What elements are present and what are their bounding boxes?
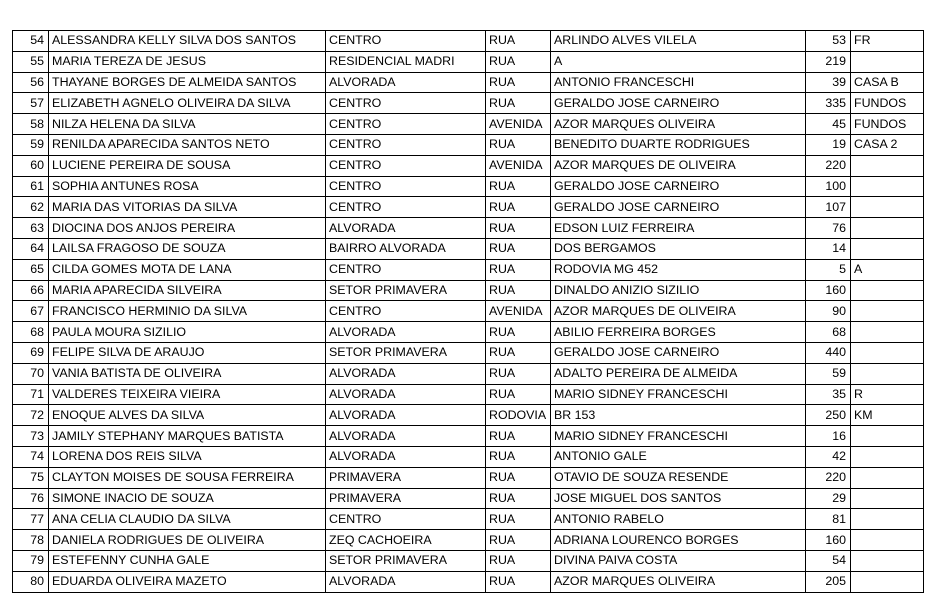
name-cell[interactable]: EDUARDA OLIVEIRA MAZETO <box>49 571 326 592</box>
name-cell[interactable]: ELIZABETH AGNELO OLIVEIRA DA SILVA <box>49 93 326 114</box>
street-type-cell[interactable]: RUA <box>486 446 551 467</box>
street-type-cell[interactable]: AVENIDA <box>486 155 551 176</box>
street-type-cell[interactable]: RODOVIA <box>486 405 551 426</box>
house-number-cell[interactable]: 90 <box>806 301 851 322</box>
street-type-cell[interactable]: RUA <box>486 322 551 343</box>
neighborhood-cell[interactable]: CENTRO <box>326 93 486 114</box>
complement-cell[interactable] <box>851 446 924 467</box>
complement-cell[interactable] <box>851 426 924 447</box>
street-name-cell[interactable]: AZOR MARQUES OLIVEIRA <box>551 114 806 135</box>
house-number-cell[interactable]: 250 <box>806 405 851 426</box>
street-name-cell[interactable]: A <box>551 51 806 72</box>
neighborhood-cell[interactable]: CENTRO <box>326 31 486 52</box>
row-number-cell[interactable]: 73 <box>13 426 49 447</box>
neighborhood-cell[interactable]: RESIDENCIAL MADRI <box>326 51 486 72</box>
neighborhood-cell[interactable]: ALVORADA <box>326 384 486 405</box>
street-name-cell[interactable]: MARIO SIDNEY FRANCESCHI <box>551 384 806 405</box>
name-cell[interactable]: VANIA BATISTA DE OLIVEIRA <box>49 363 326 384</box>
row-number-cell[interactable]: 64 <box>13 238 49 259</box>
street-name-cell[interactable]: ARLINDO ALVES VILELA <box>551 31 806 52</box>
neighborhood-cell[interactable]: ALVORADA <box>326 363 486 384</box>
table-row <box>13 93 924 114</box>
complement-cell[interactable]: FUNDOS <box>851 114 924 135</box>
complement-cell[interactable]: KM <box>851 405 924 426</box>
house-number-cell[interactable]: 220 <box>806 467 851 488</box>
house-number-cell[interactable]: 160 <box>806 280 851 301</box>
house-number-cell[interactable]: 107 <box>806 197 851 218</box>
street-name-cell[interactable]: MARIO SIDNEY FRANCESCHI <box>551 426 806 447</box>
house-number-cell[interactable]: 205 <box>806 571 851 592</box>
street-name-cell[interactable]: DIVINA PAIVA COSTA <box>551 550 806 571</box>
table-row <box>13 134 924 155</box>
table-row <box>13 155 924 176</box>
house-number-cell[interactable]: 39 <box>806 72 851 93</box>
row-number-cell[interactable]: 70 <box>13 363 49 384</box>
house-number-cell[interactable]: 219 <box>806 51 851 72</box>
neighborhood-cell[interactable]: CENTRO <box>326 134 486 155</box>
street-type-cell[interactable]: AVENIDA <box>486 114 551 135</box>
row-number-cell[interactable]: 80 <box>13 571 49 592</box>
name-cell[interactable]: VALDERES TEIXEIRA VIEIRA <box>49 384 326 405</box>
street-type-cell[interactable]: RUA <box>486 31 551 52</box>
street-type-cell[interactable]: RUA <box>486 72 551 93</box>
street-type-cell[interactable]: RUA <box>486 51 551 72</box>
complement-cell[interactable] <box>851 363 924 384</box>
street-type-cell[interactable]: RUA <box>486 426 551 447</box>
complement-cell[interactable] <box>851 571 924 592</box>
row-number-cell[interactable]: 67 <box>13 301 49 322</box>
house-number-cell[interactable]: 81 <box>806 509 851 530</box>
name-cell[interactable]: LAILSA FRAGOSO DE SOUZA <box>49 238 326 259</box>
neighborhood-cell[interactable]: CENTRO <box>326 155 486 176</box>
neighborhood-cell[interactable]: CENTRO <box>326 259 486 280</box>
house-number-cell[interactable]: 160 <box>806 530 851 551</box>
name-cell[interactable]: ESTEFENNY CUNHA GALE <box>49 550 326 571</box>
street-type-cell[interactable]: RUA <box>486 134 551 155</box>
house-number-cell[interactable]: 14 <box>806 238 851 259</box>
neighborhood-cell[interactable]: ALVORADA <box>326 72 486 93</box>
complement-cell[interactable] <box>851 238 924 259</box>
name-cell[interactable]: LUCIENE PEREIRA DE SOUSA <box>49 155 326 176</box>
table-row <box>13 218 924 239</box>
name-cell[interactable]: CILDA GOMES MOTA DE LANA <box>49 259 326 280</box>
table-row <box>13 31 924 52</box>
row-number-cell[interactable]: 62 <box>13 197 49 218</box>
complement-cell[interactable] <box>851 342 924 363</box>
name-cell[interactable]: ALESSANDRA KELLY SILVA DOS SANTOS <box>49 31 326 52</box>
street-name-cell[interactable]: GERALDO JOSE CARNEIRO <box>551 93 806 114</box>
house-number-cell[interactable]: 16 <box>806 426 851 447</box>
neighborhood-cell[interactable]: PRIMAVERA <box>326 488 486 509</box>
neighborhood-cell[interactable]: SETOR PRIMAVERA <box>326 342 486 363</box>
table-row <box>13 550 924 571</box>
house-number-cell[interactable]: 220 <box>806 155 851 176</box>
street-type-cell[interactable]: AVENIDA <box>486 301 551 322</box>
house-number-cell[interactable]: 19 <box>806 134 851 155</box>
neighborhood-cell[interactable]: ALVORADA <box>326 322 486 343</box>
street-type-cell[interactable]: RUA <box>486 530 551 551</box>
house-number-cell[interactable]: 76 <box>806 218 851 239</box>
table-row <box>13 467 924 488</box>
row-number-cell[interactable]: 78 <box>13 530 49 551</box>
name-cell[interactable]: SIMONE INACIO DE SOUZA <box>49 488 326 509</box>
neighborhood-cell[interactable]: CENTRO <box>326 509 486 530</box>
row-number-cell[interactable]: 79 <box>13 550 49 571</box>
street-name-cell[interactable]: ABILIO FERREIRA BORGES <box>551 322 806 343</box>
complement-cell[interactable] <box>851 155 924 176</box>
spreadsheet-body <box>13 31 924 593</box>
street-type-cell[interactable]: RUA <box>486 571 551 592</box>
table-row <box>13 509 924 530</box>
street-name-cell[interactable]: EDSON LUIZ FERREIRA <box>551 218 806 239</box>
neighborhood-cell[interactable]: ALVORADA <box>326 446 486 467</box>
complement-cell[interactable]: R <box>851 384 924 405</box>
neighborhood-cell[interactable]: CENTRO <box>326 197 486 218</box>
street-name-cell[interactable]: GERALDO JOSE CARNEIRO <box>551 176 806 197</box>
row-number-cell[interactable]: 58 <box>13 114 49 135</box>
row-number-cell[interactable]: 72 <box>13 405 49 426</box>
name-cell[interactable]: FRANCISCO HERMINIO DA SILVA <box>49 301 326 322</box>
street-type-cell[interactable]: RUA <box>486 363 551 384</box>
table-row <box>13 384 924 405</box>
row-number-cell[interactable]: 66 <box>13 280 49 301</box>
complement-cell[interactable] <box>851 322 924 343</box>
street-name-cell[interactable]: ANTONIO GALE <box>551 446 806 467</box>
street-name-cell[interactable]: GERALDO JOSE CARNEIRO <box>551 197 806 218</box>
table-row <box>13 259 924 280</box>
street-name-cell[interactable]: BR 153 <box>551 405 806 426</box>
house-number-cell[interactable]: 53 <box>806 31 851 52</box>
name-cell[interactable]: RENILDA APARECIDA SANTOS NETO <box>49 134 326 155</box>
name-cell[interactable]: PAULA MOURA SIZILIO <box>49 322 326 343</box>
street-type-cell[interactable]: RUA <box>486 342 551 363</box>
house-number-cell[interactable]: 45 <box>806 114 851 135</box>
complement-cell[interactable]: CASA B <box>851 72 924 93</box>
street-name-cell[interactable]: BENEDITO DUARTE RODRIGUES <box>551 134 806 155</box>
complement-cell[interactable] <box>851 509 924 530</box>
neighborhood-cell[interactable]: CENTRO <box>326 301 486 322</box>
house-number-cell[interactable]: 68 <box>806 322 851 343</box>
neighborhood-cell[interactable]: SETOR PRIMAVERA <box>326 280 486 301</box>
row-number-cell[interactable]: 77 <box>13 509 49 530</box>
neighborhood-cell[interactable]: ALVORADA <box>326 426 486 447</box>
complement-cell[interactable] <box>851 280 924 301</box>
row-number-cell[interactable]: 65 <box>13 259 49 280</box>
name-cell[interactable]: LORENA DOS REIS SILVA <box>49 446 326 467</box>
row-number-cell[interactable]: 71 <box>13 384 49 405</box>
table-row <box>13 488 924 509</box>
complement-cell[interactable] <box>851 550 924 571</box>
street-type-cell[interactable]: RUA <box>486 176 551 197</box>
row-number-cell[interactable]: 55 <box>13 51 49 72</box>
name-cell[interactable]: MARIA DAS VITORIAS DA SILVA <box>49 197 326 218</box>
house-number-cell[interactable]: 5 <box>806 259 851 280</box>
house-number-cell[interactable]: 54 <box>806 550 851 571</box>
complement-cell[interactable] <box>851 197 924 218</box>
street-name-cell[interactable]: AZOR MARQUES DE OLIVEIRA <box>551 301 806 322</box>
street-type-cell[interactable]: RUA <box>486 259 551 280</box>
street-type-cell[interactable]: RUA <box>486 93 551 114</box>
neighborhood-cell[interactable]: ALVORADA <box>326 405 486 426</box>
neighborhood-cell[interactable]: ALVORADA <box>326 571 486 592</box>
name-cell[interactable]: THAYANE BORGES DE ALMEIDA SANTOS <box>49 72 326 93</box>
street-name-cell[interactable]: RODOVIA MG 452 <box>551 259 806 280</box>
name-cell[interactable]: SOPHIA ANTUNES ROSA <box>49 176 326 197</box>
row-number-cell[interactable]: 75 <box>13 467 49 488</box>
house-number-cell[interactable]: 35 <box>806 384 851 405</box>
name-cell[interactable]: MARIA APARECIDA SILVEIRA <box>49 280 326 301</box>
complement-cell[interactable] <box>851 218 924 239</box>
street-name-cell[interactable]: GERALDO JOSE CARNEIRO <box>551 342 806 363</box>
street-name-cell[interactable]: DOS BERGAMOS <box>551 238 806 259</box>
row-number-cell[interactable]: 74 <box>13 446 49 467</box>
street-name-cell[interactable]: OTAVIO DE SOUZA RESENDE <box>551 467 806 488</box>
table-row <box>13 322 924 343</box>
complement-cell[interactable] <box>851 488 924 509</box>
name-cell[interactable]: JAMILY STEPHANY MARQUES BATISTA <box>49 426 326 447</box>
table-row <box>13 571 924 592</box>
house-number-cell[interactable]: 29 <box>806 488 851 509</box>
row-number-cell[interactable]: 61 <box>13 176 49 197</box>
table-row <box>13 238 924 259</box>
table-row <box>13 446 924 467</box>
street-type-cell[interactable]: RUA <box>486 488 551 509</box>
complement-cell[interactable] <box>851 530 924 551</box>
street-name-cell[interactable]: ADALTO PEREIRA DE ALMEIDA <box>551 363 806 384</box>
neighborhood-cell[interactable]: PRIMAVERA <box>326 467 486 488</box>
complement-cell[interactable] <box>851 301 924 322</box>
table-row <box>13 342 924 363</box>
row-number-cell[interactable]: 63 <box>13 218 49 239</box>
name-cell[interactable]: ANA CELIA CLAUDIO DA SILVA <box>49 509 326 530</box>
house-number-cell[interactable]: 100 <box>806 176 851 197</box>
neighborhood-cell[interactable]: ALVORADA <box>326 218 486 239</box>
neighborhood-cell[interactable]: CENTRO <box>326 114 486 135</box>
table-row <box>13 72 924 93</box>
table-row <box>13 51 924 72</box>
street-name-cell[interactable]: ANTONIO FRANCESCHI <box>551 72 806 93</box>
complement-cell[interactable]: A <box>851 259 924 280</box>
row-number-cell[interactable]: 69 <box>13 342 49 363</box>
street-type-cell[interactable]: RUA <box>486 509 551 530</box>
complement-cell[interactable]: CASA 2 <box>851 134 924 155</box>
street-name-cell[interactable]: ANTONIO RABELO <box>551 509 806 530</box>
name-cell[interactable]: DANIELA RODRIGUES DE OLIVEIRA <box>49 530 326 551</box>
row-number-cell[interactable]: 54 <box>13 31 49 52</box>
name-cell[interactable]: NILZA HELENA DA SILVA <box>49 114 326 135</box>
table-row <box>13 530 924 551</box>
complement-cell[interactable]: FUNDOS <box>851 93 924 114</box>
neighborhood-cell[interactable]: ZEQ CACHOEIRA <box>326 530 486 551</box>
table-row <box>13 176 924 197</box>
street-name-cell[interactable]: AZOR MARQUES DE OLIVEIRA <box>551 155 806 176</box>
row-number-cell[interactable]: 59 <box>13 134 49 155</box>
row-number-cell[interactable]: 60 <box>13 155 49 176</box>
table-row <box>13 197 924 218</box>
street-type-cell[interactable]: RUA <box>486 218 551 239</box>
row-number-cell[interactable]: 57 <box>13 93 49 114</box>
name-cell[interactable]: ENOQUE ALVES DA SILVA <box>49 405 326 426</box>
street-name-cell[interactable]: JOSE MIGUEL DOS SANTOS <box>551 488 806 509</box>
street-type-cell[interactable]: RUA <box>486 467 551 488</box>
street-type-cell[interactable]: RUA <box>486 197 551 218</box>
table-row <box>13 426 924 447</box>
house-number-cell[interactable]: 440 <box>806 342 851 363</box>
street-type-cell[interactable]: RUA <box>486 238 551 259</box>
table-row <box>13 114 924 135</box>
complement-cell[interactable] <box>851 176 924 197</box>
table-row <box>13 301 924 322</box>
street-name-cell[interactable]: AZOR MARQUES OLIVEIRA <box>551 571 806 592</box>
house-number-cell[interactable]: 42 <box>806 446 851 467</box>
street-type-cell[interactable]: RUA <box>486 550 551 571</box>
table-row <box>13 405 924 426</box>
street-type-cell[interactable]: RUA <box>486 280 551 301</box>
street-type-cell[interactable]: RUA <box>486 384 551 405</box>
table-row <box>13 280 924 301</box>
neighborhood-cell[interactable]: BAIRRO ALVORADA <box>326 238 486 259</box>
row-number-cell[interactable]: 76 <box>13 488 49 509</box>
neighborhood-cell[interactable]: SETOR PRIMAVERA <box>326 550 486 571</box>
row-number-cell[interactable]: 68 <box>13 322 49 343</box>
name-cell[interactable]: DIOCINA DOS ANJOS PEREIRA <box>49 218 326 239</box>
spreadsheet-table <box>12 30 924 593</box>
complement-cell[interactable] <box>851 51 924 72</box>
house-number-cell[interactable]: 59 <box>806 363 851 384</box>
table-row <box>13 363 924 384</box>
street-name-cell[interactable]: DINALDO ANIZIO SIZILIO <box>551 280 806 301</box>
name-cell[interactable]: FELIPE SILVA DE ARAUJO <box>49 342 326 363</box>
name-cell[interactable]: CLAYTON MOISES DE SOUSA FERREIRA <box>49 467 326 488</box>
complement-cell[interactable]: FR <box>851 31 924 52</box>
neighborhood-cell[interactable]: CENTRO <box>326 176 486 197</box>
row-number-cell[interactable]: 56 <box>13 72 49 93</box>
street-name-cell[interactable]: ADRIANA LOURENCO BORGES <box>551 530 806 551</box>
name-cell[interactable]: MARIA TEREZA DE JESUS <box>49 51 326 72</box>
house-number-cell[interactable]: 335 <box>806 93 851 114</box>
complement-cell[interactable] <box>851 467 924 488</box>
